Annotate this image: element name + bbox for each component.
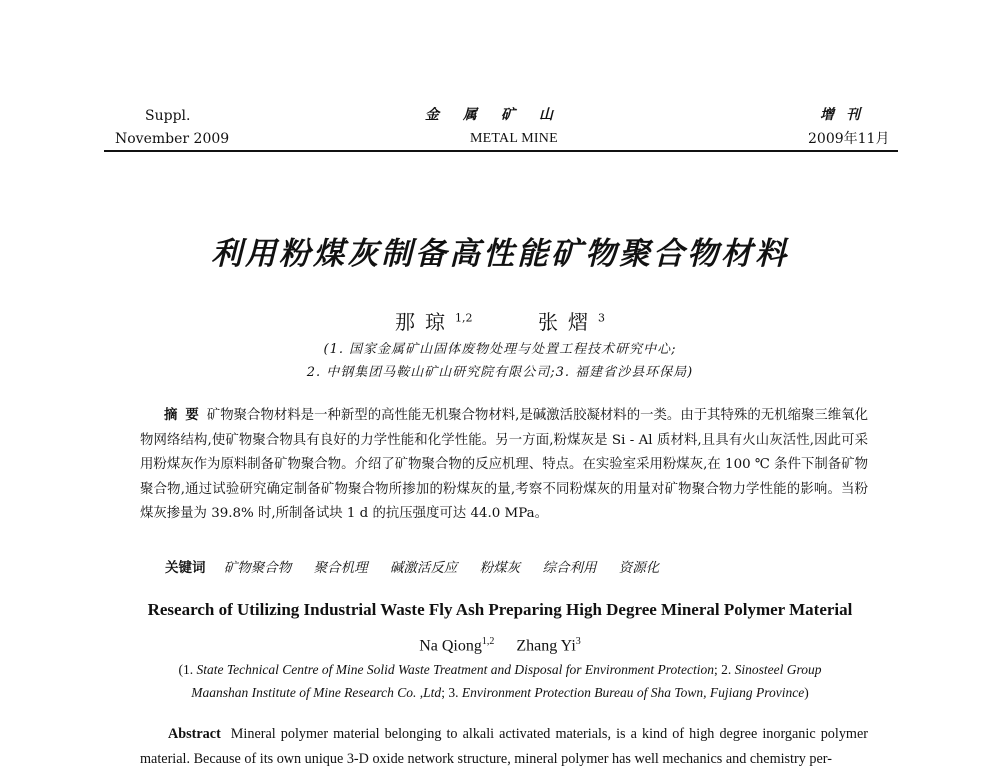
affiliation-en-line1 [0, 662, 1000, 678]
authors-cn [0, 306, 1000, 335]
header-supplement-cn: 增刊 [820, 107, 872, 123]
affiliation-en-sep2: ; 3. [441, 685, 462, 700]
keyword-cn: 碱激活反应 [389, 560, 458, 576]
header-journal-en: METAL MINE [470, 131, 558, 146]
keyword-cn: 矿物聚合物 [223, 560, 292, 576]
keyword-cn: 粉煤灰 [479, 560, 521, 576]
author1-cn-sup: 1,2 [455, 311, 473, 325]
abstract-cn [140, 403, 868, 527]
author1-en: Na Qiong [419, 637, 482, 655]
affiliation-cn-line1: (1. 国家金属矿山固体废物处理与处置工程技术研究中心; [323, 342, 677, 357]
affiliation-en-1: State Technical Centre of Mine Solid Waste Treatment and Disposal for Environment Protection [196, 662, 714, 677]
author2-en: Zhang Yi [516, 637, 576, 655]
keyword-cn: 聚合机理 [313, 560, 368, 576]
authors-en [0, 636, 1000, 655]
header-date-en: November 2009 [115, 131, 230, 147]
author2-cn: 张熠 [537, 310, 598, 334]
abstract-cn-text: 矿物聚合物材料是一种新型的高性能无机聚合物材料,是碱激活胶凝材料的一类。由于其特殊的无机缩聚三维氧化物网络结构,使矿物聚合物具有良好的力学性能和化学性能。另一方面,粉煤灰是 Si - Al 质材料,且具有火山灰活性,因此可采用粉煤灰作为原料制备矿物聚合物。介绍了矿物聚合物的反应机理、特点。在实验室采用粉煤灰,在 100 ℃ 条件下制备矿物聚合物,通过试验研究确定制备矿物聚合物所掺加的粉煤灰的量,考察不同粉煤灰的用量对矿物聚合物力学性能的影响。当粉煤灰掺量为 39.8% 时,所制备试块 1 d 的抗压强度可达 44.0 MPa。 [140, 408, 869, 522]
keywords-cn-label: 关键词 [165, 560, 206, 576]
affiliation-en-close: ) [804, 685, 809, 700]
header-suppl: Suppl. [145, 108, 191, 124]
keyword-cn: 综合利用 [542, 560, 597, 576]
header-rule [104, 150, 898, 152]
affiliation-en-sep1: ; 2. [713, 662, 735, 677]
author2-en-sup: 3 [575, 636, 581, 647]
keywords-cn [165, 559, 677, 577]
header-journal-cn: 金属矿山 [425, 107, 577, 123]
abstract-cn-label: 摘要 [164, 407, 207, 423]
title-cn: 利用粉煤灰制备高性能矿物聚合物材料 [211, 236, 789, 272]
author2-cn-sup: 3 [597, 311, 605, 325]
header-date-cn: 2009年11月 [808, 131, 890, 147]
affiliation-en-3: Environment Protection Bureau of Sha Town, Fujiang Province [461, 685, 805, 700]
abstract-en [140, 722, 868, 771]
author1-en-sup: 1,2 [481, 636, 495, 647]
abstract-en-label: Abstract [168, 726, 221, 742]
affiliation-en-open: (1. [178, 662, 197, 677]
affiliation-cn-line2: 2. 中钢集团马鞍山矿山研究院有限公司;3. 福建省沙县环保局) [306, 365, 694, 380]
affiliation-en-2b: Maanshan Institute of Mine Research Co. ,Ltd [191, 685, 442, 700]
affiliation-en-2: Sinosteel Group [734, 662, 822, 677]
title-en: Research of Utilizing Industrial Waste Fly Ash Preparing High Degree Mineral Polymer Material [147, 600, 853, 619]
author1-cn: 那琼 [395, 310, 456, 334]
keyword-cn: 资源化 [618, 560, 660, 576]
abstract-en-text: Mineral polymer material belonging to alkali activated materials, is a kind of high degree inorganic polymer material. Because of its own unique 3-D oxide network structure, mineral polymer has well mechanics and chemistry per- [140, 726, 868, 767]
affiliation-en-line2 [0, 685, 1000, 701]
